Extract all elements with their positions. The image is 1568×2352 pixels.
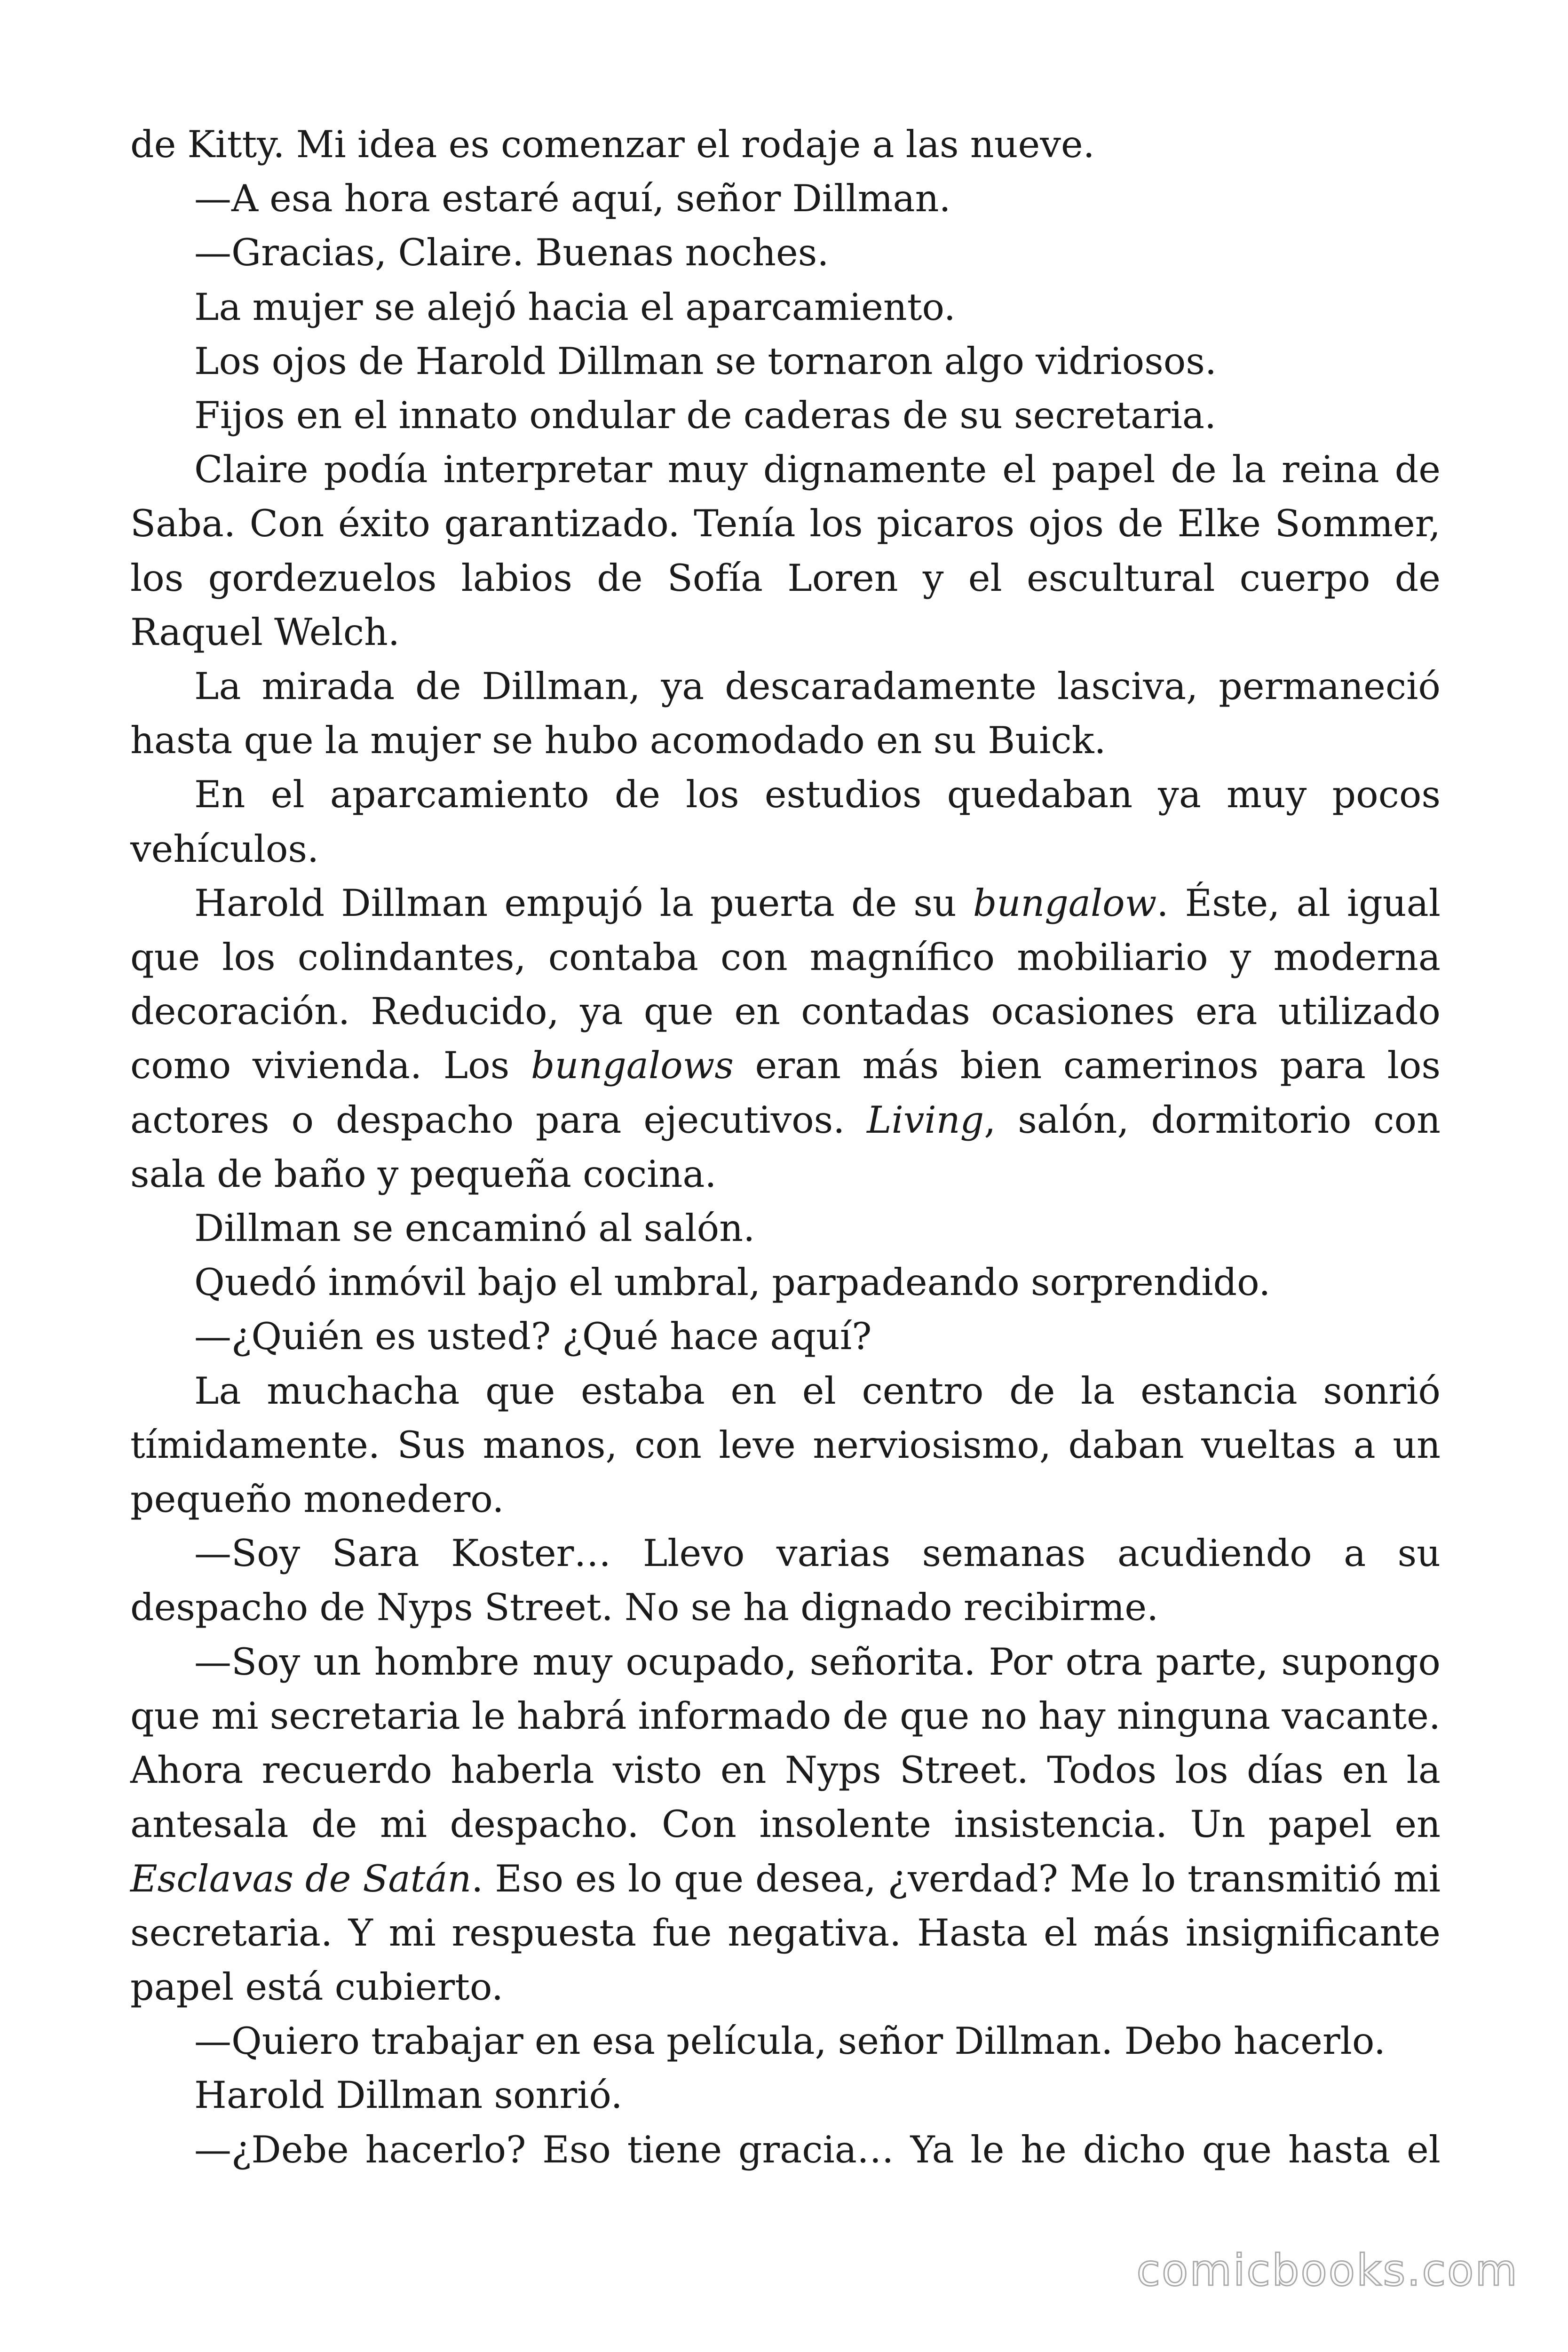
watermark-text: comicbooks.com	[1136, 2245, 1519, 2296]
italic-text-run: bungalows	[531, 1044, 734, 1088]
text-run: , salón, dormitorio con sala de baño y pequeña cocina.	[130, 1098, 1441, 1196]
paragraph: La mirada de Dillman, ya descaradamente lasciva, permaneció hasta que la mujer se hubo acomodado en su Buick.	[130, 665, 1441, 763]
text-run: eran más bien camerinos para los actores o despacho para ejecutivos.	[130, 1044, 1441, 1142]
text-run: . Éste, al igual que los colindantes, contaba con magnífico mobiliario y moderna decoración. Reducido, ya que en contadas ocasiones era utilizado como vivienda. Los	[130, 881, 1441, 1088]
paragraph: La muchacha que estaba en el centro de la estancia sonrió tímidamente. Sus manos, con leve nerviosismo, daban vueltas a un pequeño monedero.	[130, 1369, 1441, 1521]
paragraph: La mujer se alejó hacia el aparcamiento.	[194, 285, 956, 329]
italic-text-run: Living	[867, 1098, 984, 1142]
paragraph	[130, 1635, 1441, 2014]
paragraph: En el aparcamiento de los estudios quedaban ya muy pocos vehículos.	[130, 773, 1441, 871]
text-run: —Soy un hombre muy ocupado, señorita. Por otra parte, supongo que mi secretaria le habrá informado de que no hay ninguna vacante. Ahora recuerdo haberla visto en Nyps Street. Todos los días en la antesala de mi despacho. Con insolente insistencia. Un papel en	[130, 1640, 1441, 1846]
paragraph	[130, 876, 1441, 1201]
paragraph: Dillman se encaminó al salón.	[194, 1207, 755, 1250]
paragraph: —¿Debe hacerlo? Eso tiene gracia… Ya le he dicho que hasta el	[194, 2128, 1441, 2171]
paragraph: Claire podía interpretar muy dignamente el papel de la reina de Saba. Con éxito garantizado. Tenía los picaros ojos de Elke Sommer, los gordezuelos labios de Sofía Loren y el escultural cuerpo de Raquel Welch.	[130, 448, 1441, 654]
paragraph: Harold Dillman sonrió.	[194, 2074, 623, 2117]
paragraph: Fijos en el innato ondular de caderas de su secretaria.	[194, 394, 1217, 437]
paragraph: Los ojos de Harold Dillman se tornaron algo vidriosos.	[194, 339, 1217, 383]
paragraph: Quedó inmóvil bajo el umbral, parpadeando sorprendido.	[194, 1261, 1271, 1304]
book-page	[130, 118, 1441, 2177]
text-run: . Eso es lo que desea, ¿verdad? Me lo transmitió mi secretaria. Y mi respuesta fue negativa. Hasta el más insignificante papel está cubierto.	[130, 1857, 1441, 2009]
paragraph: —A esa hora estaré aquí, señor Dillman.	[194, 177, 951, 221]
paragraph: —Quiero trabajar en esa película, señor Dillman. Debo hacerlo.	[194, 2019, 1386, 2063]
paragraph: —Gracias, Claire. Buenas noches.	[194, 231, 829, 275]
paragraph: —Soy Sara Koster… Llevo varias semanas acudiendo a su despacho de Nyps Street. No se ha dignado recibirme.	[130, 1532, 1441, 1629]
italic-text-run: Esclavas de Satán	[130, 1857, 472, 1900]
paragraph: de Kitty. Mi idea es comenzar el rodaje a las nueve.	[130, 123, 1095, 166]
italic-text-run: bungalow	[973, 881, 1157, 925]
paragraph: —¿Quién es usted? ¿Qué hace aquí?	[194, 1315, 872, 1359]
text-run: Harold Dillman empujó la puerta de su	[194, 881, 973, 925]
